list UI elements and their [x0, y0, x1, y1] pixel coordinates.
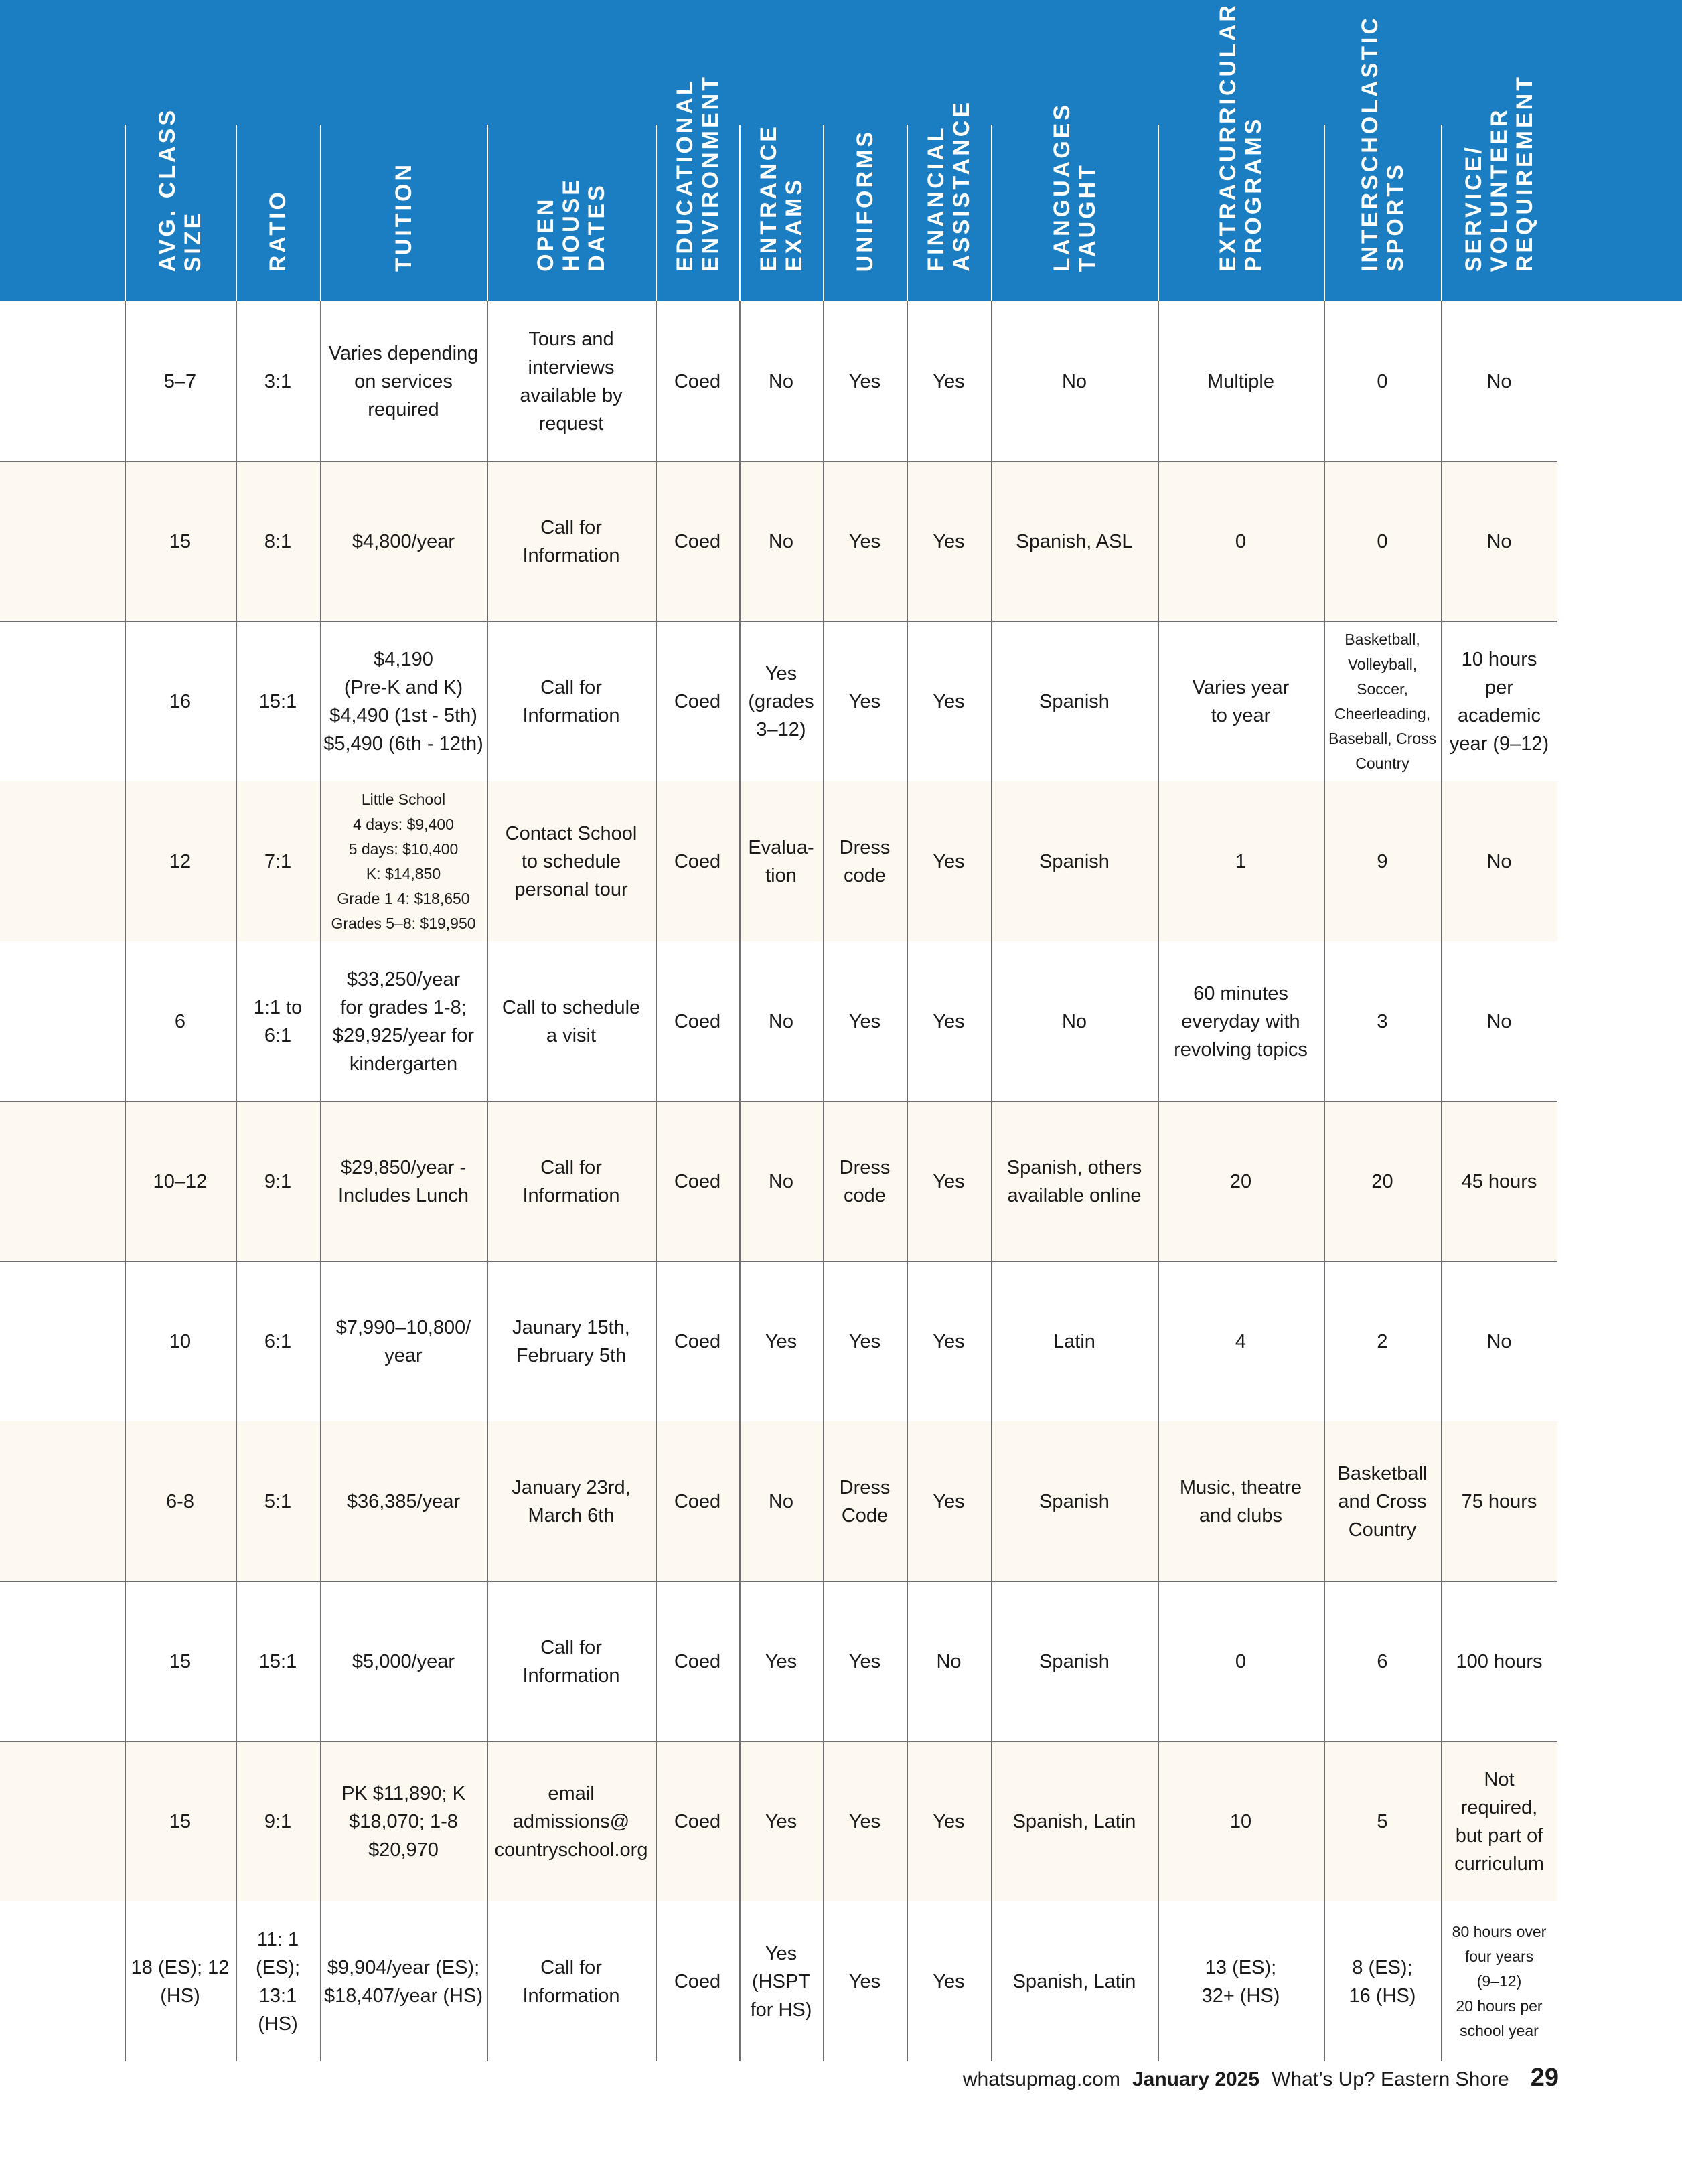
column-divider	[907, 301, 908, 2061]
cell-service: No	[1486, 530, 1512, 552]
cell-financial: Yes	[933, 1010, 965, 1032]
cell-sports: 6	[1377, 1650, 1388, 1672]
column-divider	[236, 301, 237, 2061]
cell-sports: 2	[1377, 1330, 1388, 1352]
cell-financial: Yes	[933, 1810, 965, 1832]
cell-ratio: 1:1 to 6:1	[253, 996, 303, 1046]
cell-extracurricular: 4	[1235, 1330, 1247, 1352]
cell-service: No	[1486, 850, 1512, 872]
cell-service: 10 hours per academic year (9–12)	[1449, 648, 1549, 755]
header-label-financial: FINANCIAL ASSISTANCE	[923, 100, 974, 272]
cell-uniforms: Yes	[848, 1650, 881, 1672]
cell-environment: Coed	[674, 1330, 721, 1352]
cell-languages: Spanish, Latin	[1012, 1970, 1136, 1993]
cell-uniforms: Yes	[848, 370, 881, 392]
cell-ratio: 15:1	[258, 1650, 297, 1672]
footer-date: January 2025	[1132, 2068, 1260, 2090]
cell-exams: No	[768, 370, 794, 392]
cell-exams: Evalua- tion	[748, 836, 814, 886]
cell-languages: No	[1061, 1010, 1087, 1032]
header-divider	[1158, 125, 1159, 301]
cell-open_house: Call for Information	[522, 1636, 620, 1687]
header-exams	[739, 0, 823, 301]
page-number: 29	[1530, 2063, 1559, 2092]
header-divider	[320, 125, 321, 301]
footer-magazine: What’s Up? Eastern Shore	[1272, 2068, 1509, 2090]
header-sports	[1324, 0, 1441, 301]
cell-exams: Yes	[765, 1810, 797, 1832]
header-divider	[823, 125, 824, 301]
cell-languages: Spanish	[1039, 690, 1110, 712]
cell-exams: Yes (grades 3–12)	[748, 662, 814, 740]
cell-uniforms: Yes	[848, 1330, 881, 1352]
header-label-environment: EDUCATIONAL ENVIRONMENT	[672, 74, 723, 272]
page-footer	[963, 2063, 1559, 2104]
cell-tuition: Little School 4 days: $9,400 5 days: $10,400 K: $14,850 Grade 1 4: $18,650 Grades 5–8: $19,950	[331, 790, 476, 932]
cell-ratio: 9:1	[264, 1810, 292, 1832]
header-label-exams: ENTRANCE EXAMS	[755, 124, 807, 272]
header-financial	[907, 0, 991, 301]
cell-financial: Yes	[933, 1490, 965, 1512]
cell-sports: 20	[1371, 1170, 1393, 1192]
header-divider	[1441, 125, 1442, 301]
cell-ratio: 3:1	[264, 370, 292, 392]
header-divider	[236, 125, 237, 301]
cell-ratio: 8:1	[264, 530, 292, 552]
cell-service: 75 hours	[1461, 1490, 1537, 1512]
cell-exams: No	[768, 530, 794, 552]
header-label-service: SERVICE/ VOLUNTEER REQUIREMENT	[1461, 74, 1537, 272]
column-divider	[320, 301, 321, 2061]
header-open_house	[487, 0, 656, 301]
cell-uniforms: Yes	[848, 1970, 881, 1993]
cell-tuition: $36,385/year	[346, 1490, 461, 1512]
column-divider	[739, 301, 741, 2061]
cell-ratio: 11: 1 (ES); 13:1 (HS)	[255, 1928, 301, 2035]
cell-exams: No	[768, 1490, 794, 1512]
cell-uniforms: Dress Code	[839, 1476, 891, 1527]
column-divider	[1441, 301, 1442, 2061]
cell-class_size: 10	[169, 1330, 192, 1352]
column-divider	[823, 301, 824, 2061]
cell-ratio: 9:1	[264, 1170, 292, 1192]
column-divider	[1158, 301, 1159, 2061]
cell-tuition: $29,850/year - Includes Lunch	[337, 1156, 469, 1206]
cell-languages: Spanish	[1039, 1490, 1110, 1512]
cell-sports: 9	[1377, 850, 1388, 872]
cell-environment: Coed	[674, 530, 721, 552]
cell-financial: Yes	[933, 1330, 965, 1352]
cell-extracurricular: 60 minutes everyday with revolving topics	[1174, 982, 1308, 1061]
header-ratio	[236, 0, 320, 301]
cell-service: 80 hours over four years (9–12) 20 hours per school year	[1452, 1923, 1547, 2039]
header-label-extracurricular: EXTRACURRICULAR PROGRAMS	[1215, 3, 1266, 272]
cell-ratio: 15:1	[258, 690, 297, 712]
cell-extracurricular: Multiple	[1207, 370, 1274, 392]
cell-uniforms: Yes	[848, 1810, 881, 1832]
cell-tuition: $9,904/year (ES); $18,407/year (HS)	[324, 1956, 483, 2007]
cell-languages: Spanish	[1039, 1650, 1110, 1672]
cell-financial: Yes	[933, 1970, 965, 1993]
cell-languages: Latin	[1053, 1330, 1095, 1352]
cell-extracurricular: Varies year to year	[1192, 676, 1290, 726]
cell-environment: Coed	[674, 1650, 721, 1672]
cell-languages: Spanish, Latin	[1012, 1810, 1136, 1832]
cell-tuition: PK $11,890; K $18,070; 1-8 $20,970	[341, 1782, 465, 1861]
cell-exams: Yes	[765, 1330, 797, 1352]
cell-open_house: email admissions@ countryschool.org	[494, 1782, 648, 1861]
column-divider	[656, 301, 657, 2061]
header-label-open_house: OPEN HOUSE DATES	[533, 177, 609, 272]
cell-exams: No	[768, 1010, 794, 1032]
cell-languages: Spanish	[1039, 850, 1110, 872]
cell-financial: Yes	[933, 530, 965, 552]
cell-ratio: 5:1	[264, 1490, 292, 1512]
cell-class_size: 10–12	[153, 1170, 208, 1192]
cell-tuition: $7,990–10,800/ year	[335, 1316, 471, 1367]
cell-uniforms: Yes	[848, 530, 881, 552]
cell-service: No	[1486, 370, 1512, 392]
cell-class_size: 6	[174, 1010, 186, 1032]
cell-sports: 0	[1377, 530, 1388, 552]
cell-tuition: $33,250/year for grades 1-8; $29,925/year for kindergarten	[332, 968, 475, 1075]
cell-financial: Yes	[933, 1170, 965, 1192]
column-divider	[487, 301, 488, 2061]
cell-uniforms: Yes	[848, 690, 881, 712]
cell-open_house: Call for Information	[522, 1956, 620, 2007]
cell-ratio: 7:1	[264, 850, 292, 872]
cell-environment: Coed	[674, 850, 721, 872]
cell-class_size: 18 (ES); 12 (HS)	[131, 1956, 230, 2007]
cell-exams: Yes	[765, 1650, 797, 1672]
column-divider	[991, 301, 992, 2061]
header-tuition	[320, 0, 487, 301]
cell-class_size: 16	[169, 690, 192, 712]
cell-sports: 3	[1377, 1010, 1388, 1032]
cell-service: No	[1486, 1330, 1512, 1352]
header-service	[1441, 0, 1557, 301]
cell-class_size: 15	[169, 1650, 192, 1672]
header-label-languages: LANGUAGES TAUGHT	[1049, 102, 1100, 272]
header-label-sports: INTERSCHOLASTIC SPORTS	[1357, 15, 1408, 272]
cell-open_house: Call to schedule a visit	[502, 996, 641, 1046]
cell-class_size: 15	[169, 530, 192, 552]
cell-tuition: $5,000/year	[352, 1650, 455, 1672]
header-class_size	[125, 0, 236, 301]
header-divider	[907, 125, 908, 301]
header-environment	[656, 0, 739, 301]
cell-extracurricular: 0	[1235, 1650, 1247, 1672]
cell-environment: Coed	[674, 370, 721, 392]
cell-service: 100 hours	[1456, 1650, 1543, 1672]
cell-extracurricular: 20	[1229, 1170, 1252, 1192]
cell-environment: Coed	[674, 1970, 721, 1993]
header-divider	[656, 125, 657, 301]
cell-open_house: Contact School to schedule personal tour	[505, 822, 637, 901]
cell-open_house: Call for Information	[522, 676, 620, 726]
header-label-tuition: TUITION	[390, 162, 416, 272]
header-languages	[991, 0, 1158, 301]
header-divider	[487, 125, 488, 301]
cell-sports: Basketball and Cross Country	[1337, 1462, 1428, 1541]
header-divider	[125, 125, 126, 301]
cell-financial: No	[936, 1650, 962, 1672]
cell-languages: Spanish, others available online	[1006, 1156, 1142, 1206]
header-uniforms	[823, 0, 907, 301]
cell-sports: 8 (ES); 16 (HS)	[1349, 1956, 1416, 2007]
cell-open_house: Jaunary 15th, February 5th	[512, 1316, 630, 1367]
footer-site: whatsupmag.com	[962, 2068, 1120, 2090]
cell-languages: Spanish, ASL	[1016, 530, 1133, 552]
cell-languages: No	[1061, 370, 1087, 392]
column-divider	[125, 301, 126, 2061]
cell-environment: Coed	[674, 1010, 721, 1032]
cell-class_size: 5–7	[163, 370, 197, 392]
cell-environment: Coed	[674, 1810, 721, 1832]
cell-sports: 0	[1377, 370, 1388, 392]
cell-class_size: 12	[169, 850, 192, 872]
cell-service: Not required, but part of curriculum	[1454, 1768, 1544, 1875]
cell-service: 45 hours	[1461, 1170, 1537, 1192]
cell-tuition: $4,800/year	[352, 530, 455, 552]
cell-extracurricular: 10	[1229, 1810, 1252, 1832]
cell-class_size: 6-8	[166, 1490, 194, 1512]
table-header	[0, 0, 1682, 301]
header-divider	[1324, 125, 1325, 301]
header-divider	[739, 125, 741, 301]
cell-tuition: $4,190 (Pre-K and K) $4,490 (1st - 5th) $5,490 (6th - 12th)	[323, 648, 483, 755]
header-label-class_size: AVG. CLASS SIZE	[155, 107, 206, 272]
cell-class_size: 15	[169, 1810, 192, 1832]
cell-financial: Yes	[933, 690, 965, 712]
cell-uniforms: Dress code	[839, 836, 891, 886]
header-label-uniforms: UNIFORMS	[852, 129, 878, 272]
cell-open_house: Call for Information	[522, 516, 620, 566]
cell-service: No	[1486, 1010, 1512, 1032]
column-divider	[1324, 301, 1325, 2061]
cell-open_house: January 23rd, March 6th	[512, 1476, 631, 1527]
header-extracurricular	[1158, 0, 1324, 301]
cell-environment: Coed	[674, 1170, 721, 1192]
cell-uniforms: Dress code	[839, 1156, 891, 1206]
cell-tuition: Varies depending on services required	[328, 342, 479, 420]
cell-extracurricular: Music, theatre and clubs	[1179, 1476, 1302, 1527]
cell-exams: No	[768, 1170, 794, 1192]
cell-sports: 5	[1377, 1810, 1388, 1832]
cell-financial: Yes	[933, 850, 965, 872]
header-divider	[991, 125, 992, 301]
cell-uniforms: Yes	[848, 1010, 881, 1032]
cell-extracurricular: 1	[1235, 850, 1247, 872]
cell-environment: Coed	[674, 690, 721, 712]
cell-ratio: 6:1	[264, 1330, 292, 1352]
cell-open_house: Call for Information	[522, 1156, 620, 1206]
cell-financial: Yes	[933, 370, 965, 392]
cell-exams: Yes (HSPT for HS)	[750, 1942, 812, 2021]
cell-sports: Basketball, Volleyball, Soccer, Cheerleading, Baseball, Cross Country	[1328, 630, 1437, 772]
cell-open_house: Tours and interviews available by request	[520, 328, 623, 435]
header-label-ratio: RATIO	[265, 189, 291, 272]
cell-environment: Coed	[674, 1490, 721, 1512]
cell-extracurricular: 0	[1235, 530, 1247, 552]
cell-extracurricular: 13 (ES); 32+ (HS)	[1201, 1956, 1280, 2007]
